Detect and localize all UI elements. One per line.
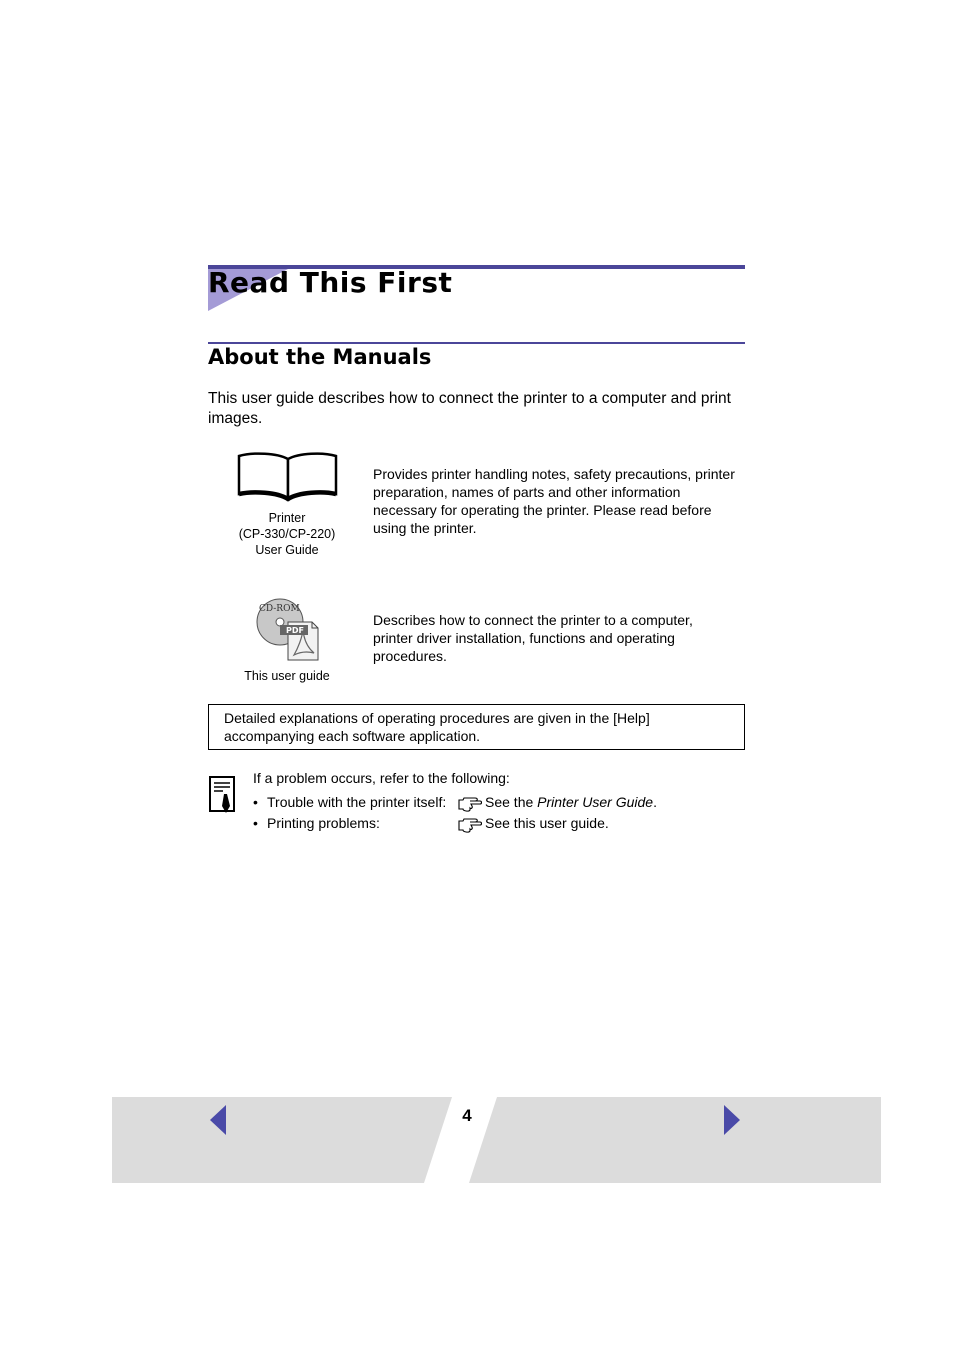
pointing-hand-icon <box>458 817 482 836</box>
pointing-hand-icon <box>458 796 482 815</box>
reference-suffix: . <box>653 794 657 810</box>
reference-item <box>253 815 673 835</box>
bullet: • <box>253 794 258 810</box>
section-rule <box>208 342 745 344</box>
reference-prefix: See this user guide. <box>485 815 609 831</box>
next-page-button[interactable] <box>712 1100 752 1140</box>
help-note-box <box>208 704 745 750</box>
page-number: 4 <box>462 1106 472 1125</box>
pdf-label: PDF <box>286 626 304 635</box>
user-guide-caption <box>207 668 367 684</box>
intro-paragraph: This user guide describes how to connect the printer to a computer and print images. <box>208 390 731 427</box>
cd-rom-label: CD-ROM <box>259 604 300 614</box>
cd-rom-pdf-icon <box>256 598 322 662</box>
open-book-icon <box>237 452 338 502</box>
chapter-title: Read This First <box>208 266 453 299</box>
reference-target <box>485 815 609 831</box>
user-guide-description: Describes how to connect the printer to a computer, printer driver installation, functions and operating procedures. <box>373 612 693 664</box>
help-note-text: Detailed explanations of operating procedures are given in the [Help] accompanying each software application. <box>224 710 650 744</box>
caption-line: (CP-330/CP-220) <box>238 527 336 541</box>
reference-target <box>485 794 657 810</box>
caption-line: User Guide <box>255 543 319 557</box>
caption-line: This user guide <box>244 669 330 683</box>
reference-prefix: See the <box>485 794 538 810</box>
printer-guide-description: Provides printer handling notes, safety precautions, printer preparation, names of parts and other information necessary for operating the printer. Please read before using the printer. <box>373 466 735 536</box>
caption-line: Printer <box>268 511 306 525</box>
printer-guide-caption <box>207 510 367 558</box>
section-title: About the Manuals <box>208 345 432 369</box>
next-page-arrow-icon <box>723 1105 741 1135</box>
reference-intro: If a problem occurs, refer to the following: <box>253 770 510 786</box>
memo-icon <box>209 776 237 814</box>
bullet: • <box>253 815 258 831</box>
reference-label: Trouble with the printer itself: <box>267 794 447 810</box>
reference-item <box>253 794 673 814</box>
previous-page-button[interactable] <box>199 1100 239 1140</box>
reference-label: Printing problems: <box>267 815 380 831</box>
previous-page-arrow-icon <box>210 1105 228 1135</box>
printer-user-guide-title: Printer User Guide <box>537 794 654 810</box>
